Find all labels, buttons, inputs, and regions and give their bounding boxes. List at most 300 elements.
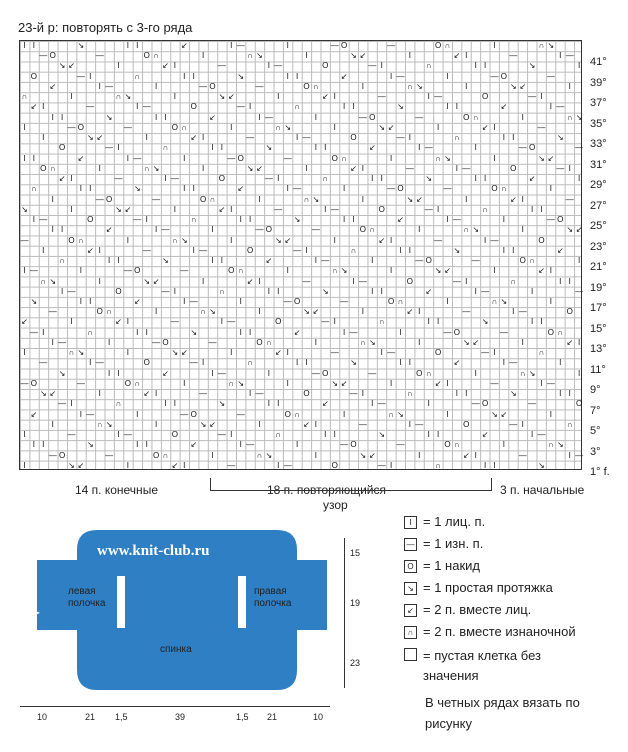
stitch-symbol: —	[443, 184, 452, 194]
stitch-symbol: —	[133, 153, 142, 163]
stitch-symbol: ↘	[86, 440, 94, 450]
stitch-symbol: I	[399, 327, 402, 337]
stitch-symbol: I	[436, 317, 440, 327]
stitch-symbol: ↙	[115, 317, 122, 327]
stitch-symbol: I	[483, 460, 487, 470]
stitch-symbol: O	[500, 71, 507, 81]
stitch-symbol: ↘	[237, 378, 245, 388]
stitch-symbol: I	[277, 92, 280, 102]
row-label: 23°	[590, 240, 607, 253]
stitch-symbol: —	[217, 368, 226, 378]
stitch-symbol: I	[502, 133, 505, 143]
stitch-symbol: ∩	[219, 286, 225, 296]
stitch-symbol: —	[208, 337, 217, 347]
stitch-symbol: ↙	[556, 245, 564, 255]
legend-text: = 2 п. вместе лиц.	[423, 602, 532, 617]
stitch-symbol: ∩	[425, 368, 432, 378]
left-piece-label: левая полочка	[68, 586, 106, 609]
stitch-symbol: ↙	[397, 215, 404, 225]
stitch-symbol: ↙	[500, 102, 508, 112]
stitch-symbol: I	[512, 133, 515, 143]
stitch-symbol: —	[199, 245, 208, 255]
stitch-symbol: —	[415, 419, 424, 429]
row-label: 3°	[590, 445, 601, 458]
stitch-symbol: I	[521, 194, 524, 204]
stitch-symbol: —	[311, 225, 320, 235]
stitch-symbol: ↘	[444, 153, 451, 163]
stitch-symbol: I	[389, 460, 393, 470]
stitch-symbol: ↘	[491, 409, 498, 419]
stitch-symbol: O	[303, 389, 310, 399]
stitch-symbol: I	[286, 348, 289, 358]
stitch-symbol: —	[283, 460, 292, 470]
stitch-symbol: ↙	[21, 317, 28, 327]
stitch-symbol: —	[387, 348, 396, 358]
stitch-symbol: ↘	[406, 194, 414, 204]
stitch-symbol: —	[434, 235, 443, 245]
stitch-symbol: —	[546, 71, 555, 81]
stitch-symbol: O	[275, 317, 282, 327]
row-label: 11°	[590, 363, 606, 376]
stitch-symbol: O	[265, 225, 272, 235]
stitch-symbol: O	[293, 297, 301, 306]
stitch-symbol: —	[518, 143, 527, 153]
stitch-symbol: I	[333, 430, 336, 440]
stitch-symbol: I	[380, 174, 383, 184]
stitch-symbol: —	[490, 235, 499, 245]
stitch-symbol: I	[465, 276, 468, 286]
stitch-symbol: I	[512, 245, 515, 255]
stitch-symbol: —	[556, 163, 565, 173]
knitting-grid	[19, 40, 582, 470]
stitch-symbol: I	[173, 286, 176, 296]
stitch-symbol: I	[267, 368, 270, 378]
stitch-symbol: I	[361, 307, 364, 317]
row-label: 9°	[590, 384, 601, 396]
stitch-symbol: ∩	[190, 215, 197, 225]
stitch-symbol: I	[230, 348, 233, 358]
stitch-symbol: I	[342, 102, 346, 112]
stitch-symbol: —	[358, 112, 367, 122]
stitch-symbol: —	[471, 399, 480, 409]
stitch-symbol: I	[23, 41, 26, 50]
stitch-symbol: —	[471, 256, 480, 266]
stitch-symbol: ∩	[294, 409, 300, 419]
stitch-symbol: ∩	[247, 51, 253, 61]
stitch-symbol: ∩	[566, 112, 573, 122]
stitch-symbol: —	[321, 317, 330, 327]
stitch-symbol: I	[286, 184, 289, 194]
stitch-symbol: I	[333, 92, 336, 102]
stitch-symbol: O	[246, 245, 254, 255]
stitch-symbol: —	[58, 337, 67, 347]
stitch-symbol: I	[408, 419, 411, 429]
stitch-symbol: I	[465, 389, 468, 399]
row-label: 31°	[590, 158, 607, 171]
stitch-symbol: I	[277, 286, 280, 296]
stitch-symbol: I	[474, 61, 477, 71]
stitch-symbol: ↙	[49, 389, 57, 399]
stitch-symbol: I	[399, 358, 402, 368]
stitch-symbol: O	[87, 215, 94, 225]
legend-symbol-icon: ↙	[404, 604, 417, 617]
stitch-symbol: I	[474, 450, 477, 460]
stitch-symbol: ∩	[78, 235, 84, 245]
stitch-symbol: ∩	[397, 297, 404, 306]
stitch-symbol: ↘	[500, 297, 508, 306]
stitch-symbol: ∩	[275, 430, 282, 440]
legend-text: = пустая клетка без значения	[423, 648, 541, 683]
stitch-symbol: ∩	[407, 389, 413, 399]
stitch-symbol: —	[565, 51, 574, 61]
stitch-symbol: I	[79, 297, 82, 306]
stitch-symbol: I	[549, 297, 552, 306]
stitch-symbol: ↘	[218, 399, 226, 409]
stitch-symbol: I	[239, 215, 242, 225]
stitch-symbol: I	[389, 153, 393, 163]
stitch-symbol: O	[387, 297, 395, 306]
stitch-symbol: I	[399, 245, 402, 255]
stitch-symbol: —	[236, 41, 245, 50]
stitch-symbol: I	[371, 286, 374, 296]
stitch-symbol: ↘	[209, 307, 216, 317]
legend-symbol-icon: ∩	[404, 626, 417, 639]
stitch-symbol: I	[342, 327, 346, 337]
stitch-symbol: ↙	[190, 133, 198, 143]
row-label: 7°	[590, 404, 601, 417]
stitch-symbol: I	[173, 61, 176, 71]
stitch-symbol: I	[230, 122, 233, 132]
stitch-symbol: ↙	[387, 122, 395, 132]
stitch-symbol: I	[258, 307, 261, 317]
stitch-symbol: I	[60, 112, 64, 122]
row-label: 5°	[590, 425, 601, 437]
stitch-symbol: ↘	[152, 163, 160, 173]
stitch-symbol: —	[556, 102, 565, 112]
row-label: 15°	[590, 322, 607, 335]
stitch-symbol: —	[490, 71, 499, 81]
stitch-symbol: —	[330, 41, 339, 50]
stitch-symbol: —	[180, 409, 189, 419]
stitch-symbol: I	[408, 133, 411, 143]
stitch-symbol: —	[152, 194, 161, 204]
stitch-symbol: ∩	[435, 460, 441, 470]
stitch-symbol: ∩	[491, 297, 498, 306]
stitch-symbol: I	[324, 143, 327, 153]
stitch-symbol: —	[76, 71, 85, 81]
repeat-bracket	[210, 478, 492, 491]
left-slot	[117, 576, 125, 628]
stitch-symbol: I	[248, 389, 252, 399]
stitch-symbol: —	[368, 368, 377, 378]
stitch-symbol: I	[173, 204, 176, 214]
stitch-symbol: I	[51, 194, 54, 204]
stitch-symbol: ↘	[284, 122, 292, 132]
stitch-symbol: O	[256, 337, 263, 347]
stitch-symbol: I	[248, 215, 252, 225]
stitch-symbol: ∩	[548, 440, 554, 450]
stitch-symbol: —	[405, 163, 414, 173]
stitch-symbol: ↘	[77, 348, 85, 358]
stitch-symbol: I	[117, 256, 120, 266]
stitch-symbol: O	[68, 235, 75, 245]
stitch-symbol: I	[60, 286, 64, 296]
legend-text: = 1 накид	[423, 558, 480, 573]
stitch-symbol: —	[452, 276, 461, 286]
stitch-symbol: —	[67, 430, 76, 440]
stitch-symbol: ∩	[463, 225, 470, 235]
stitch-symbol: I	[117, 430, 120, 440]
stitch-symbol: —	[86, 409, 95, 419]
stitch-symbol: O	[538, 235, 545, 245]
back-label: спинка	[160, 644, 192, 655]
stitch-symbol: I	[183, 71, 186, 81]
stitch-symbol: ∩	[482, 204, 488, 214]
stitch-symbol: I	[154, 112, 158, 122]
stitch-symbol: I	[23, 430, 26, 440]
stitch-symbol: O	[30, 378, 37, 388]
stitch-symbol: —	[39, 358, 48, 368]
stitch-symbol: I	[183, 297, 186, 306]
stitch-symbol: ↙	[481, 430, 489, 440]
stitch-symbol: I	[117, 143, 120, 153]
row-label: 13°	[590, 343, 607, 355]
stitch-symbol: ∩	[106, 307, 112, 317]
stitch-symbol: —	[424, 204, 433, 214]
stitch-symbol: —	[443, 327, 452, 337]
legend-item	[404, 536, 483, 551]
stitch-symbol: I	[154, 225, 158, 235]
stitch-symbol: —	[546, 215, 555, 225]
stitch-symbol: ↙	[58, 174, 66, 184]
stitch-symbol: —	[39, 51, 48, 61]
stitch-symbol: ∩	[172, 235, 178, 245]
stitch-symbol: —	[387, 41, 396, 50]
stitch-symbol: ↘	[453, 245, 461, 255]
stitch-symbol: ↙	[274, 348, 282, 358]
stitch-symbol: I	[183, 184, 186, 194]
stitch-symbol: I	[324, 204, 327, 214]
stitch-symbol: —	[246, 133, 255, 143]
stitch-symbol: —	[39, 215, 48, 225]
stitch-symbol: I	[568, 389, 571, 399]
stitch-symbol: I	[540, 317, 543, 327]
stitch-symbol: I	[427, 92, 430, 102]
stitch-symbol: ∩	[360, 337, 366, 347]
stitch-symbol: O	[528, 143, 536, 153]
stitch-symbol: ∩	[59, 256, 65, 266]
stitch-symbol: I	[305, 163, 308, 173]
stitch-symbol: —	[396, 133, 405, 143]
stitch-symbol: I	[211, 143, 214, 153]
stitch-symbol: —	[377, 399, 386, 409]
dim-bottom-3: 1,5	[115, 712, 128, 722]
stitch-symbol: ∩	[435, 153, 441, 163]
stitch-symbol: O	[359, 225, 366, 235]
stitch-symbol: —	[396, 440, 405, 450]
bottom-dimension-line	[20, 706, 330, 707]
stitch-symbol: ↘	[528, 368, 536, 378]
stitch-symbol: I	[154, 81, 158, 91]
stitch-symbol: ↘	[397, 102, 404, 112]
stitch-symbol: O	[143, 358, 150, 368]
stitch-symbol: ↘	[105, 112, 113, 122]
stitch-symbol: I	[201, 133, 205, 143]
stitch-symbol: I	[521, 337, 524, 347]
stitch-symbol: O	[77, 122, 84, 132]
stitch-symbol: I	[474, 143, 477, 153]
stitch-symbol: I	[23, 153, 26, 163]
stitch-symbol: I	[192, 184, 195, 194]
stitch-symbol: —	[509, 358, 518, 368]
stitch-symbol: —	[255, 389, 264, 399]
stitch-symbol: —	[575, 286, 584, 296]
stitch-symbol: I	[418, 225, 421, 235]
stitch-symbol: —	[358, 419, 367, 429]
stitch-symbol: O	[566, 307, 573, 317]
stitch-symbol: I	[211, 368, 214, 378]
stitch-symbol: I	[164, 174, 167, 184]
stitch-symbol: ↘	[237, 71, 245, 81]
stitch-symbol: I	[436, 430, 440, 440]
stitch-symbol: I	[70, 92, 73, 102]
stitch-symbol: I	[380, 286, 383, 296]
stitch-symbol: ↙	[162, 61, 169, 71]
stitch-symbol: O	[397, 184, 404, 194]
stitch-symbol: —	[368, 61, 377, 71]
stitch-symbol: —	[170, 174, 179, 184]
stitch-symbol: —	[236, 409, 245, 419]
stitch-symbol: O	[58, 143, 66, 153]
stitch-symbol: —	[95, 51, 104, 61]
stitch-symbol: I	[530, 317, 534, 327]
row-label: 19°	[590, 281, 607, 294]
stitch-symbol: I	[418, 450, 421, 460]
stitch-symbol: I	[549, 184, 552, 194]
stitch-symbol: O	[369, 112, 376, 122]
stitch-symbol: ↙	[227, 92, 235, 102]
stitch-symbol: I	[136, 41, 139, 50]
stitch-symbol: I	[201, 358, 205, 368]
stitch-symbol: ∩	[566, 419, 573, 429]
stitch-symbol: I	[136, 327, 139, 337]
stitch-symbol: —	[481, 286, 490, 296]
stitch-symbol: ↙	[265, 256, 273, 266]
stitch-symbol: I	[577, 337, 581, 347]
legend-item	[404, 558, 480, 573]
stitch-symbol: —	[424, 143, 433, 153]
stitch-symbol: O	[190, 102, 197, 112]
stitch-symbol: —	[321, 256, 330, 266]
legend-symbol-icon: O	[404, 560, 417, 573]
stitch-symbol: —	[67, 286, 76, 296]
stitch-symbol: —	[264, 174, 273, 184]
stitch-symbol: —	[528, 92, 537, 102]
row-label: 37°	[590, 97, 607, 109]
stitch-symbol: I	[42, 440, 45, 450]
stitch-symbol: —	[255, 81, 264, 91]
stitch-symbol: I	[136, 440, 139, 450]
stitch-symbol: I	[502, 245, 505, 255]
stitch-symbol: —	[227, 153, 236, 163]
stitch-symbol: I	[389, 235, 393, 245]
stitch-symbol: I	[483, 61, 487, 71]
stitch-symbol: I	[201, 276, 205, 286]
stitch-symbol: I	[89, 184, 92, 194]
row-label: 29°	[590, 179, 607, 191]
stitch-symbol: ↙	[340, 378, 348, 388]
stitch-symbol: ∩	[510, 276, 517, 286]
stitch-symbol: O	[434, 348, 442, 358]
stitch-symbol: ∩	[322, 174, 329, 184]
stitch-symbol: I	[493, 122, 496, 132]
stitch-symbol: ∩	[538, 41, 545, 50]
stitch-symbol: I	[314, 143, 317, 153]
stitch-symbol: —	[199, 81, 208, 91]
stitch-symbol: I	[258, 419, 261, 429]
stitch-symbol: ↙	[180, 41, 188, 50]
stitch-symbol: O	[547, 327, 554, 337]
stitch-symbol: ↙	[77, 460, 85, 470]
stitch-symbol: I	[333, 235, 336, 245]
stitch-symbol: ↙	[49, 81, 57, 91]
stitch-symbol: ↙	[77, 153, 85, 163]
stitch-symbol: I	[446, 297, 449, 306]
stitch-symbol: I	[42, 133, 45, 143]
stitch-symbol: ↘	[472, 225, 480, 235]
stitch-symbol: ↙	[519, 81, 527, 91]
legend-text: = 1 изн. п.	[423, 536, 484, 551]
stitch-symbol: ↙	[566, 337, 574, 347]
stitch-symbol: ↘	[21, 204, 28, 214]
website-label: www.knit-club.ru	[97, 543, 210, 559]
stitch-symbol: ↙	[500, 409, 508, 419]
stitch-symbol: I	[211, 256, 214, 266]
stitch-symbol: I	[23, 266, 26, 276]
stitch-symbol: ∩	[96, 419, 103, 429]
stitch-symbol: I	[568, 450, 571, 460]
stitch-symbol: I	[521, 112, 524, 122]
note-text: В четных рядах вязать по рисунку	[425, 695, 580, 731]
stitch-symbol: —	[264, 112, 273, 122]
row-label: 39°	[590, 76, 607, 89]
stitch-symbol: ↙	[509, 194, 517, 204]
stitch-symbol: ∩	[68, 348, 75, 358]
stitch-symbol: ↘	[133, 184, 141, 194]
stitch-symbol: ∩	[115, 92, 122, 102]
stitch-symbol: O	[463, 112, 470, 122]
stitch-symbol: I	[258, 194, 261, 204]
stitch-symbol: —	[490, 378, 499, 388]
stitch-symbol: —	[293, 184, 302, 194]
stitch-symbol: —	[302, 133, 311, 143]
stitch-symbol: I	[361, 81, 364, 91]
stitch-symbol: —	[161, 225, 170, 235]
stitch-symbol: ∩	[313, 81, 319, 91]
row-label: 27°	[590, 199, 607, 212]
stitch-symbol: I	[277, 399, 280, 409]
stitch-symbol: O	[444, 440, 451, 450]
right-slot	[238, 576, 246, 628]
stitch-symbol: I	[286, 378, 289, 388]
stitch-symbol: ↙	[453, 51, 461, 61]
stitch-symbol: —	[170, 317, 179, 327]
stitch-symbol: ↘	[556, 133, 564, 143]
stitch-symbol: —	[499, 327, 508, 337]
stitch-symbol: ↘	[274, 235, 282, 245]
stitch-symbol: ↘	[115, 204, 122, 214]
stitch-symbol: ↘	[359, 450, 367, 460]
